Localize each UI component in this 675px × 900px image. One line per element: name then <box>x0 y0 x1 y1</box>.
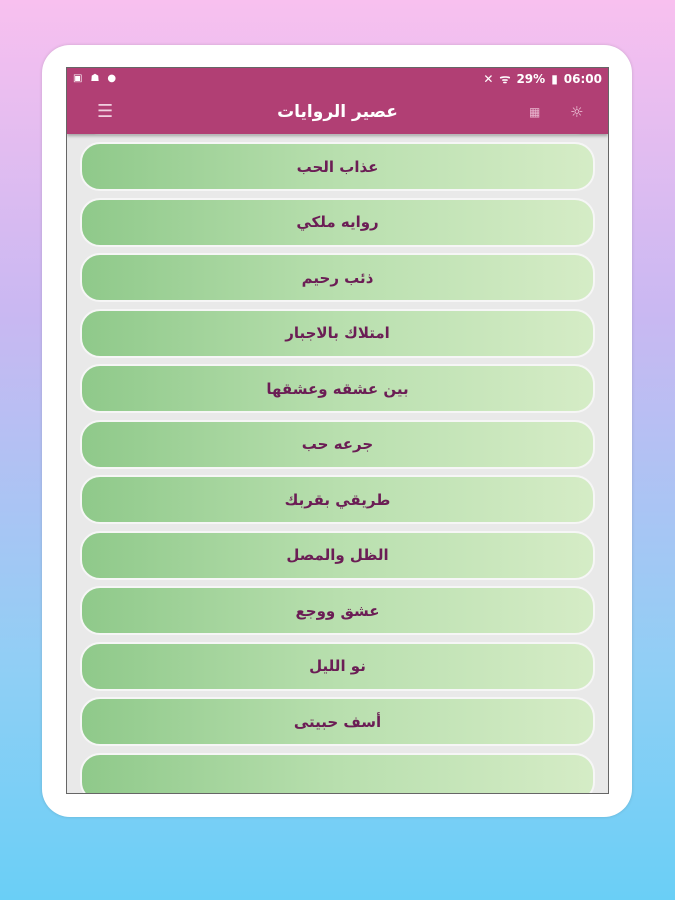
list-item[interactable]: طريقي بقربك <box>80 475 595 524</box>
battery-icon: ▮ <box>551 71 558 86</box>
gallery-icon: ▣ <box>73 73 83 84</box>
battery-percent: 29% <box>516 71 546 86</box>
list-item[interactable]: امتلاك بالاجبار <box>80 309 595 358</box>
list-item-partial[interactable] <box>80 753 595 794</box>
menu-icon[interactable]: ☰ <box>97 101 114 122</box>
brightness-icon[interactable]: ☼ <box>570 102 584 121</box>
app-bar <box>67 89 608 134</box>
list-item[interactable]: أسف حبيتى <box>80 697 595 746</box>
screen <box>66 67 609 794</box>
list-item[interactable]: عذاب الحب <box>80 142 595 191</box>
list-viewport <box>67 134 608 793</box>
wifi-icon: ᯤ <box>499 72 511 86</box>
mute-icon: ✕ <box>483 71 494 86</box>
list-item[interactable]: عشق ووجع <box>80 586 595 635</box>
grid-view-icon[interactable]: ▦ <box>529 104 541 119</box>
app-title: عصير الروايات <box>277 101 398 122</box>
incognito-icon: ☗ <box>90 73 100 84</box>
status-bar <box>67 68 608 89</box>
list-item[interactable]: جرعه حب <box>80 420 595 469</box>
list-item-partial[interactable] <box>80 134 595 135</box>
list-item[interactable]: بين عشقه وعشقها <box>80 364 595 413</box>
clock: 06:00 <box>563 71 602 86</box>
list-item[interactable]: الظل والمصل <box>80 531 595 580</box>
list-item[interactable]: روايه ملكي <box>80 198 595 247</box>
list-item[interactable]: نو الليل <box>80 642 595 691</box>
notification-icon: ● <box>107 73 117 84</box>
list-item[interactable]: ذئب رحيم <box>80 253 595 302</box>
